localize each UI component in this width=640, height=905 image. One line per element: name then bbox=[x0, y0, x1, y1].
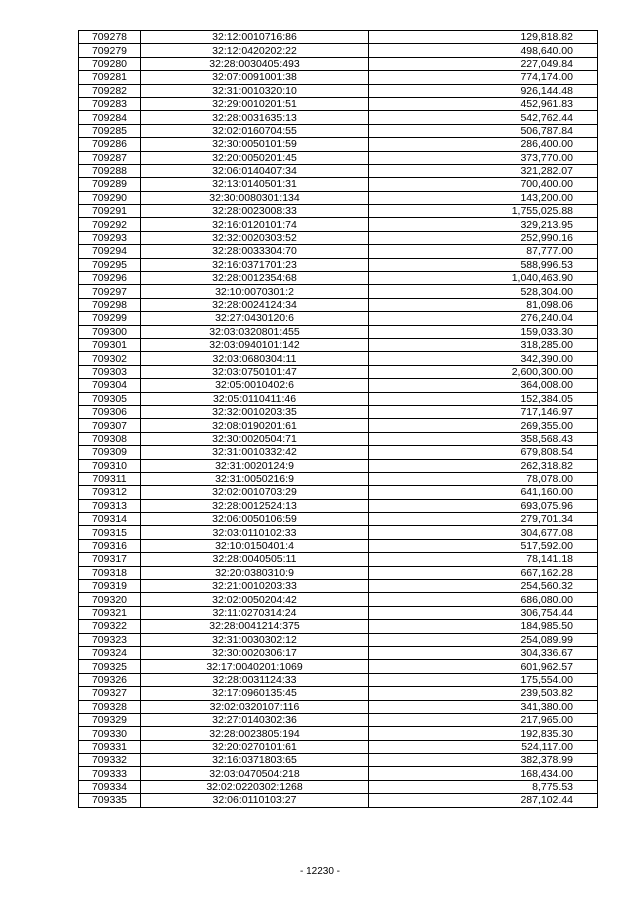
amount-cell: 926,144.48 bbox=[369, 84, 598, 97]
amount-cell: 588,996.53 bbox=[369, 258, 598, 271]
cadastral-number-cell: 32:10:0070301:2 bbox=[141, 285, 369, 298]
table-row bbox=[79, 432, 598, 445]
table-row bbox=[79, 593, 598, 606]
cadastral-number-cell: 32:17:0040201:1069 bbox=[141, 660, 369, 673]
cadastral-number-cell: 32:28:0012354:68 bbox=[141, 272, 369, 285]
amount-cell: 175,554.00 bbox=[369, 673, 598, 686]
table-row bbox=[79, 539, 598, 552]
row-id-cell: 709294 bbox=[79, 245, 141, 258]
table-row bbox=[79, 405, 598, 418]
table-row bbox=[79, 553, 598, 566]
table-row bbox=[79, 486, 598, 499]
amount-cell: 184,985.50 bbox=[369, 620, 598, 633]
table-row bbox=[79, 312, 598, 325]
row-id-cell: 709310 bbox=[79, 459, 141, 472]
row-id-cell: 709335 bbox=[79, 794, 141, 807]
table-row bbox=[79, 245, 598, 258]
amount-cell: 524,117.00 bbox=[369, 740, 598, 753]
amount-cell: 341,380.00 bbox=[369, 700, 598, 713]
amount-cell: 192,835.30 bbox=[369, 727, 598, 740]
table-row bbox=[79, 780, 598, 793]
row-id-cell: 709330 bbox=[79, 727, 141, 740]
amount-cell: 304,677.08 bbox=[369, 526, 598, 539]
cadastral-number-cell: 32:20:0380310:9 bbox=[141, 566, 369, 579]
table-row bbox=[79, 633, 598, 646]
amount-cell: 693,075.96 bbox=[369, 499, 598, 512]
table-row bbox=[79, 44, 598, 57]
row-id-cell: 709299 bbox=[79, 312, 141, 325]
amount-cell: 239,503.82 bbox=[369, 687, 598, 700]
amount-cell: 667,162.28 bbox=[369, 566, 598, 579]
row-id-cell: 709290 bbox=[79, 191, 141, 204]
cadastral-number-cell: 32:30:0080301:134 bbox=[141, 191, 369, 204]
cadastral-number-cell: 32:05:0010402:6 bbox=[141, 379, 369, 392]
cadastral-number-cell: 32:28:0033304:70 bbox=[141, 245, 369, 258]
table-row bbox=[79, 218, 598, 231]
cadastral-number-cell: 32:28:0012524:13 bbox=[141, 499, 369, 512]
row-id-cell: 709320 bbox=[79, 593, 141, 606]
row-id-cell: 709334 bbox=[79, 780, 141, 793]
row-id-cell: 709322 bbox=[79, 620, 141, 633]
row-id-cell: 709300 bbox=[79, 325, 141, 338]
amount-cell: 382,378.99 bbox=[369, 754, 598, 767]
row-id-cell: 709293 bbox=[79, 231, 141, 244]
amount-cell: 168,434.00 bbox=[369, 767, 598, 780]
amount-cell: 686,080.00 bbox=[369, 593, 598, 606]
table-body bbox=[79, 31, 598, 808]
amount-cell: 342,390.00 bbox=[369, 352, 598, 365]
cadastral-number-cell: 32:21:0010203:33 bbox=[141, 580, 369, 593]
cadastral-number-cell: 32:28:0040505:11 bbox=[141, 553, 369, 566]
cadastral-number-cell: 32:06:0050106:59 bbox=[141, 513, 369, 526]
row-id-cell: 709297 bbox=[79, 285, 141, 298]
row-id-cell: 709308 bbox=[79, 432, 141, 445]
row-id-cell: 709309 bbox=[79, 446, 141, 459]
cadastral-number-cell: 32:03:0470504:218 bbox=[141, 767, 369, 780]
amount-cell: 774,174.00 bbox=[369, 71, 598, 84]
amount-cell: 159,033.30 bbox=[369, 325, 598, 338]
cadastral-number-cell: 32:30:0020306:17 bbox=[141, 646, 369, 659]
table-row bbox=[79, 620, 598, 633]
cadastral-number-cell: 32:08:0190201:61 bbox=[141, 419, 369, 432]
cadastral-number-cell: 32:03:0110102:33 bbox=[141, 526, 369, 539]
amount-cell: 1,040,463.90 bbox=[369, 272, 598, 285]
cadastral-number-cell: 32:27:0430120:6 bbox=[141, 312, 369, 325]
table-row bbox=[79, 298, 598, 311]
row-id-cell: 709285 bbox=[79, 124, 141, 137]
row-id-cell: 709282 bbox=[79, 84, 141, 97]
row-id-cell: 709323 bbox=[79, 633, 141, 646]
table-row bbox=[79, 71, 598, 84]
amount-cell: 679,808.54 bbox=[369, 446, 598, 459]
cadastral-number-cell: 32:31:0050216:9 bbox=[141, 472, 369, 485]
row-id-cell: 709281 bbox=[79, 71, 141, 84]
cadastral-number-cell: 32:11:0270314:24 bbox=[141, 606, 369, 619]
row-id-cell: 709288 bbox=[79, 164, 141, 177]
cadastral-number-cell: 32:07:0091001:38 bbox=[141, 71, 369, 84]
cadastral-number-cell: 32:06:0140407:34 bbox=[141, 164, 369, 177]
row-id-cell: 709329 bbox=[79, 713, 141, 726]
cadastral-number-cell: 32:20:0270101:61 bbox=[141, 740, 369, 753]
cadastral-number-cell: 32:02:0220302:1268 bbox=[141, 780, 369, 793]
table-row bbox=[79, 379, 598, 392]
row-id-cell: 709303 bbox=[79, 365, 141, 378]
amount-cell: 1,755,025.88 bbox=[369, 205, 598, 218]
row-id-cell: 709306 bbox=[79, 405, 141, 418]
cadastral-number-cell: 32:28:0031124:33 bbox=[141, 673, 369, 686]
cadastral-number-cell: 32:02:0050204:42 bbox=[141, 593, 369, 606]
amount-cell: 81,098.06 bbox=[369, 298, 598, 311]
table-row bbox=[79, 727, 598, 740]
amount-cell: 2,600,300.00 bbox=[369, 365, 598, 378]
row-id-cell: 709287 bbox=[79, 151, 141, 164]
row-id-cell: 709318 bbox=[79, 566, 141, 579]
cadastral-number-cell: 32:13:0140501:31 bbox=[141, 178, 369, 191]
amount-cell: 129,818.82 bbox=[369, 31, 598, 44]
table-row bbox=[79, 272, 598, 285]
cadastral-number-cell: 32:32:0020303:52 bbox=[141, 231, 369, 244]
row-id-cell: 709319 bbox=[79, 580, 141, 593]
amount-cell: 329,213.95 bbox=[369, 218, 598, 231]
row-id-cell: 709305 bbox=[79, 392, 141, 405]
amount-cell: 286,400.00 bbox=[369, 138, 598, 151]
table-row bbox=[79, 499, 598, 512]
amount-cell: 8,775.53 bbox=[369, 780, 598, 793]
row-id-cell: 709296 bbox=[79, 272, 141, 285]
amount-cell: 542,762.44 bbox=[369, 111, 598, 124]
table-row bbox=[79, 392, 598, 405]
row-id-cell: 709324 bbox=[79, 646, 141, 659]
cadastral-number-cell: 32:05:0110411:46 bbox=[141, 392, 369, 405]
row-id-cell: 709317 bbox=[79, 553, 141, 566]
amount-cell: 358,568.43 bbox=[369, 432, 598, 445]
table-row bbox=[79, 258, 598, 271]
table-row bbox=[79, 580, 598, 593]
amount-cell: 318,285.00 bbox=[369, 338, 598, 351]
cadastral-number-cell: 32:20:0050201:45 bbox=[141, 151, 369, 164]
row-id-cell: 709311 bbox=[79, 472, 141, 485]
row-id-cell: 709279 bbox=[79, 44, 141, 57]
table-row bbox=[79, 138, 598, 151]
row-id-cell: 709283 bbox=[79, 97, 141, 110]
table-row bbox=[79, 84, 598, 97]
amount-cell: 700,400.00 bbox=[369, 178, 598, 191]
amount-cell: 601,962.57 bbox=[369, 660, 598, 673]
amount-cell: 276,240.04 bbox=[369, 312, 598, 325]
row-id-cell: 709326 bbox=[79, 673, 141, 686]
cadastral-number-cell: 32:16:0371803:65 bbox=[141, 754, 369, 767]
amount-cell: 152,384.05 bbox=[369, 392, 598, 405]
cadastral-number-cell: 32:03:0320801:455 bbox=[141, 325, 369, 338]
table-row bbox=[79, 566, 598, 579]
amount-cell: 87,777.00 bbox=[369, 245, 598, 258]
cadastral-number-cell: 32:28:0023008:33 bbox=[141, 205, 369, 218]
cadastral-number-cell: 32:28:0041214:375 bbox=[141, 620, 369, 633]
row-id-cell: 709333 bbox=[79, 767, 141, 780]
cadastral-number-cell: 32:32:0010203:35 bbox=[141, 405, 369, 418]
cadastral-number-cell: 32:30:0050101:59 bbox=[141, 138, 369, 151]
amount-cell: 364,008.00 bbox=[369, 379, 598, 392]
table-row bbox=[79, 687, 598, 700]
table-row bbox=[79, 191, 598, 204]
table-row bbox=[79, 660, 598, 673]
amount-cell: 78,141.18 bbox=[369, 553, 598, 566]
amount-cell: 528,304.00 bbox=[369, 285, 598, 298]
row-id-cell: 709289 bbox=[79, 178, 141, 191]
row-id-cell: 709284 bbox=[79, 111, 141, 124]
row-id-cell: 709313 bbox=[79, 499, 141, 512]
amount-cell: 498,640.00 bbox=[369, 44, 598, 57]
amount-cell: 641,160.00 bbox=[369, 486, 598, 499]
amount-cell: 517,592.00 bbox=[369, 539, 598, 552]
row-id-cell: 709298 bbox=[79, 298, 141, 311]
table-row bbox=[79, 646, 598, 659]
table-row bbox=[79, 205, 598, 218]
amount-cell: 506,787.84 bbox=[369, 124, 598, 137]
cadastral-number-cell: 32:02:0320107:116 bbox=[141, 700, 369, 713]
table-row bbox=[79, 472, 598, 485]
table-row bbox=[79, 754, 598, 767]
table-row bbox=[79, 178, 598, 191]
cadastral-number-cell: 32:03:0680304:11 bbox=[141, 352, 369, 365]
table-row bbox=[79, 419, 598, 432]
cadastral-number-cell: 32:31:0020124:9 bbox=[141, 459, 369, 472]
amount-cell: 304,336.67 bbox=[369, 646, 598, 659]
cadastral-number-cell: 32:03:0750101:47 bbox=[141, 365, 369, 378]
row-id-cell: 709325 bbox=[79, 660, 141, 673]
table-row bbox=[79, 740, 598, 753]
table-row bbox=[79, 713, 598, 726]
table-row bbox=[79, 700, 598, 713]
amount-cell: 306,754.44 bbox=[369, 606, 598, 619]
row-id-cell: 709286 bbox=[79, 138, 141, 151]
cadastral-number-cell: 32:30:0020504:71 bbox=[141, 432, 369, 445]
cadastral-number-cell: 32:31:0010320:10 bbox=[141, 84, 369, 97]
row-id-cell: 709321 bbox=[79, 606, 141, 619]
table-row bbox=[79, 164, 598, 177]
table-row bbox=[79, 111, 598, 124]
cadastral-number-cell: 32:10:0150401:4 bbox=[141, 539, 369, 552]
row-id-cell: 709314 bbox=[79, 513, 141, 526]
cadastral-number-cell: 32:02:0160704:55 bbox=[141, 124, 369, 137]
table-row bbox=[79, 513, 598, 526]
row-id-cell: 709301 bbox=[79, 338, 141, 351]
row-id-cell: 709278 bbox=[79, 31, 141, 44]
row-id-cell: 709302 bbox=[79, 352, 141, 365]
amount-cell: 252,990.16 bbox=[369, 231, 598, 244]
table-row bbox=[79, 97, 598, 110]
table-row bbox=[79, 673, 598, 686]
cadastral-number-cell: 32:03:0940101:142 bbox=[141, 338, 369, 351]
table-row bbox=[79, 151, 598, 164]
table-row bbox=[79, 767, 598, 780]
page-number: - 12230 - bbox=[299, 866, 341, 877]
table-row bbox=[79, 606, 598, 619]
row-id-cell: 709292 bbox=[79, 218, 141, 231]
row-id-cell: 709315 bbox=[79, 526, 141, 539]
row-id-cell: 709327 bbox=[79, 687, 141, 700]
table-row bbox=[79, 459, 598, 472]
amount-cell: 217,965.00 bbox=[369, 713, 598, 726]
row-id-cell: 709307 bbox=[79, 419, 141, 432]
cadastral-number-cell: 32:27:0140302:36 bbox=[141, 713, 369, 726]
amount-cell: 227,049.84 bbox=[369, 57, 598, 70]
amount-cell: 78,078.00 bbox=[369, 472, 598, 485]
cadastral-number-cell: 32:28:0030405:493 bbox=[141, 57, 369, 70]
data-table bbox=[78, 30, 598, 808]
table-row bbox=[79, 31, 598, 44]
table-row bbox=[79, 446, 598, 459]
amount-cell: 143,200.00 bbox=[369, 191, 598, 204]
amount-cell: 279,701.34 bbox=[369, 513, 598, 526]
table-row bbox=[79, 231, 598, 244]
cadastral-number-cell: 32:16:0371701:23 bbox=[141, 258, 369, 271]
cadastral-number-cell: 32:28:0031635:13 bbox=[141, 111, 369, 124]
cadastral-number-cell: 32:31:0030302:12 bbox=[141, 633, 369, 646]
row-id-cell: 709328 bbox=[79, 700, 141, 713]
amount-cell: 254,560.32 bbox=[369, 580, 598, 593]
cadastral-number-cell: 32:31:0010332:42 bbox=[141, 446, 369, 459]
amount-cell: 262,318.82 bbox=[369, 459, 598, 472]
table-row bbox=[79, 124, 598, 137]
row-id-cell: 709316 bbox=[79, 539, 141, 552]
amount-cell: 269,355.00 bbox=[369, 419, 598, 432]
row-id-cell: 709312 bbox=[79, 486, 141, 499]
row-id-cell: 709295 bbox=[79, 258, 141, 271]
table-row bbox=[79, 325, 598, 338]
table-row bbox=[79, 338, 598, 351]
cadastral-number-cell: 32:28:0024124:34 bbox=[141, 298, 369, 311]
table-row bbox=[79, 365, 598, 378]
amount-cell: 254,089.99 bbox=[369, 633, 598, 646]
row-id-cell: 709332 bbox=[79, 754, 141, 767]
cadastral-number-cell: 32:29:0010201:51 bbox=[141, 97, 369, 110]
amount-cell: 321,282.07 bbox=[369, 164, 598, 177]
amount-cell: 452,961.83 bbox=[369, 97, 598, 110]
table-row bbox=[79, 285, 598, 298]
amount-cell: 717,146.97 bbox=[369, 405, 598, 418]
cadastral-number-cell: 32:06:0110103:27 bbox=[141, 794, 369, 807]
cadastral-number-cell: 32:16:0120101:74 bbox=[141, 218, 369, 231]
table-row bbox=[79, 794, 598, 807]
row-id-cell: 709291 bbox=[79, 205, 141, 218]
table-row bbox=[79, 352, 598, 365]
row-id-cell: 709280 bbox=[79, 57, 141, 70]
row-id-cell: 709304 bbox=[79, 379, 141, 392]
row-id-cell: 709331 bbox=[79, 740, 141, 753]
cadastral-number-cell: 32:12:0420202:22 bbox=[141, 44, 369, 57]
table-row bbox=[79, 57, 598, 70]
amount-cell: 287,102.44 bbox=[369, 794, 598, 807]
cadastral-number-cell: 32:02:0010703:29 bbox=[141, 486, 369, 499]
cadastral-number-cell: 32:17:0960135:45 bbox=[141, 687, 369, 700]
cadastral-number-cell: 32:12:0010716:86 bbox=[141, 31, 369, 44]
cadastral-number-cell: 32:28:0023805:194 bbox=[141, 727, 369, 740]
table-row bbox=[79, 526, 598, 539]
amount-cell: 373,770.00 bbox=[369, 151, 598, 164]
